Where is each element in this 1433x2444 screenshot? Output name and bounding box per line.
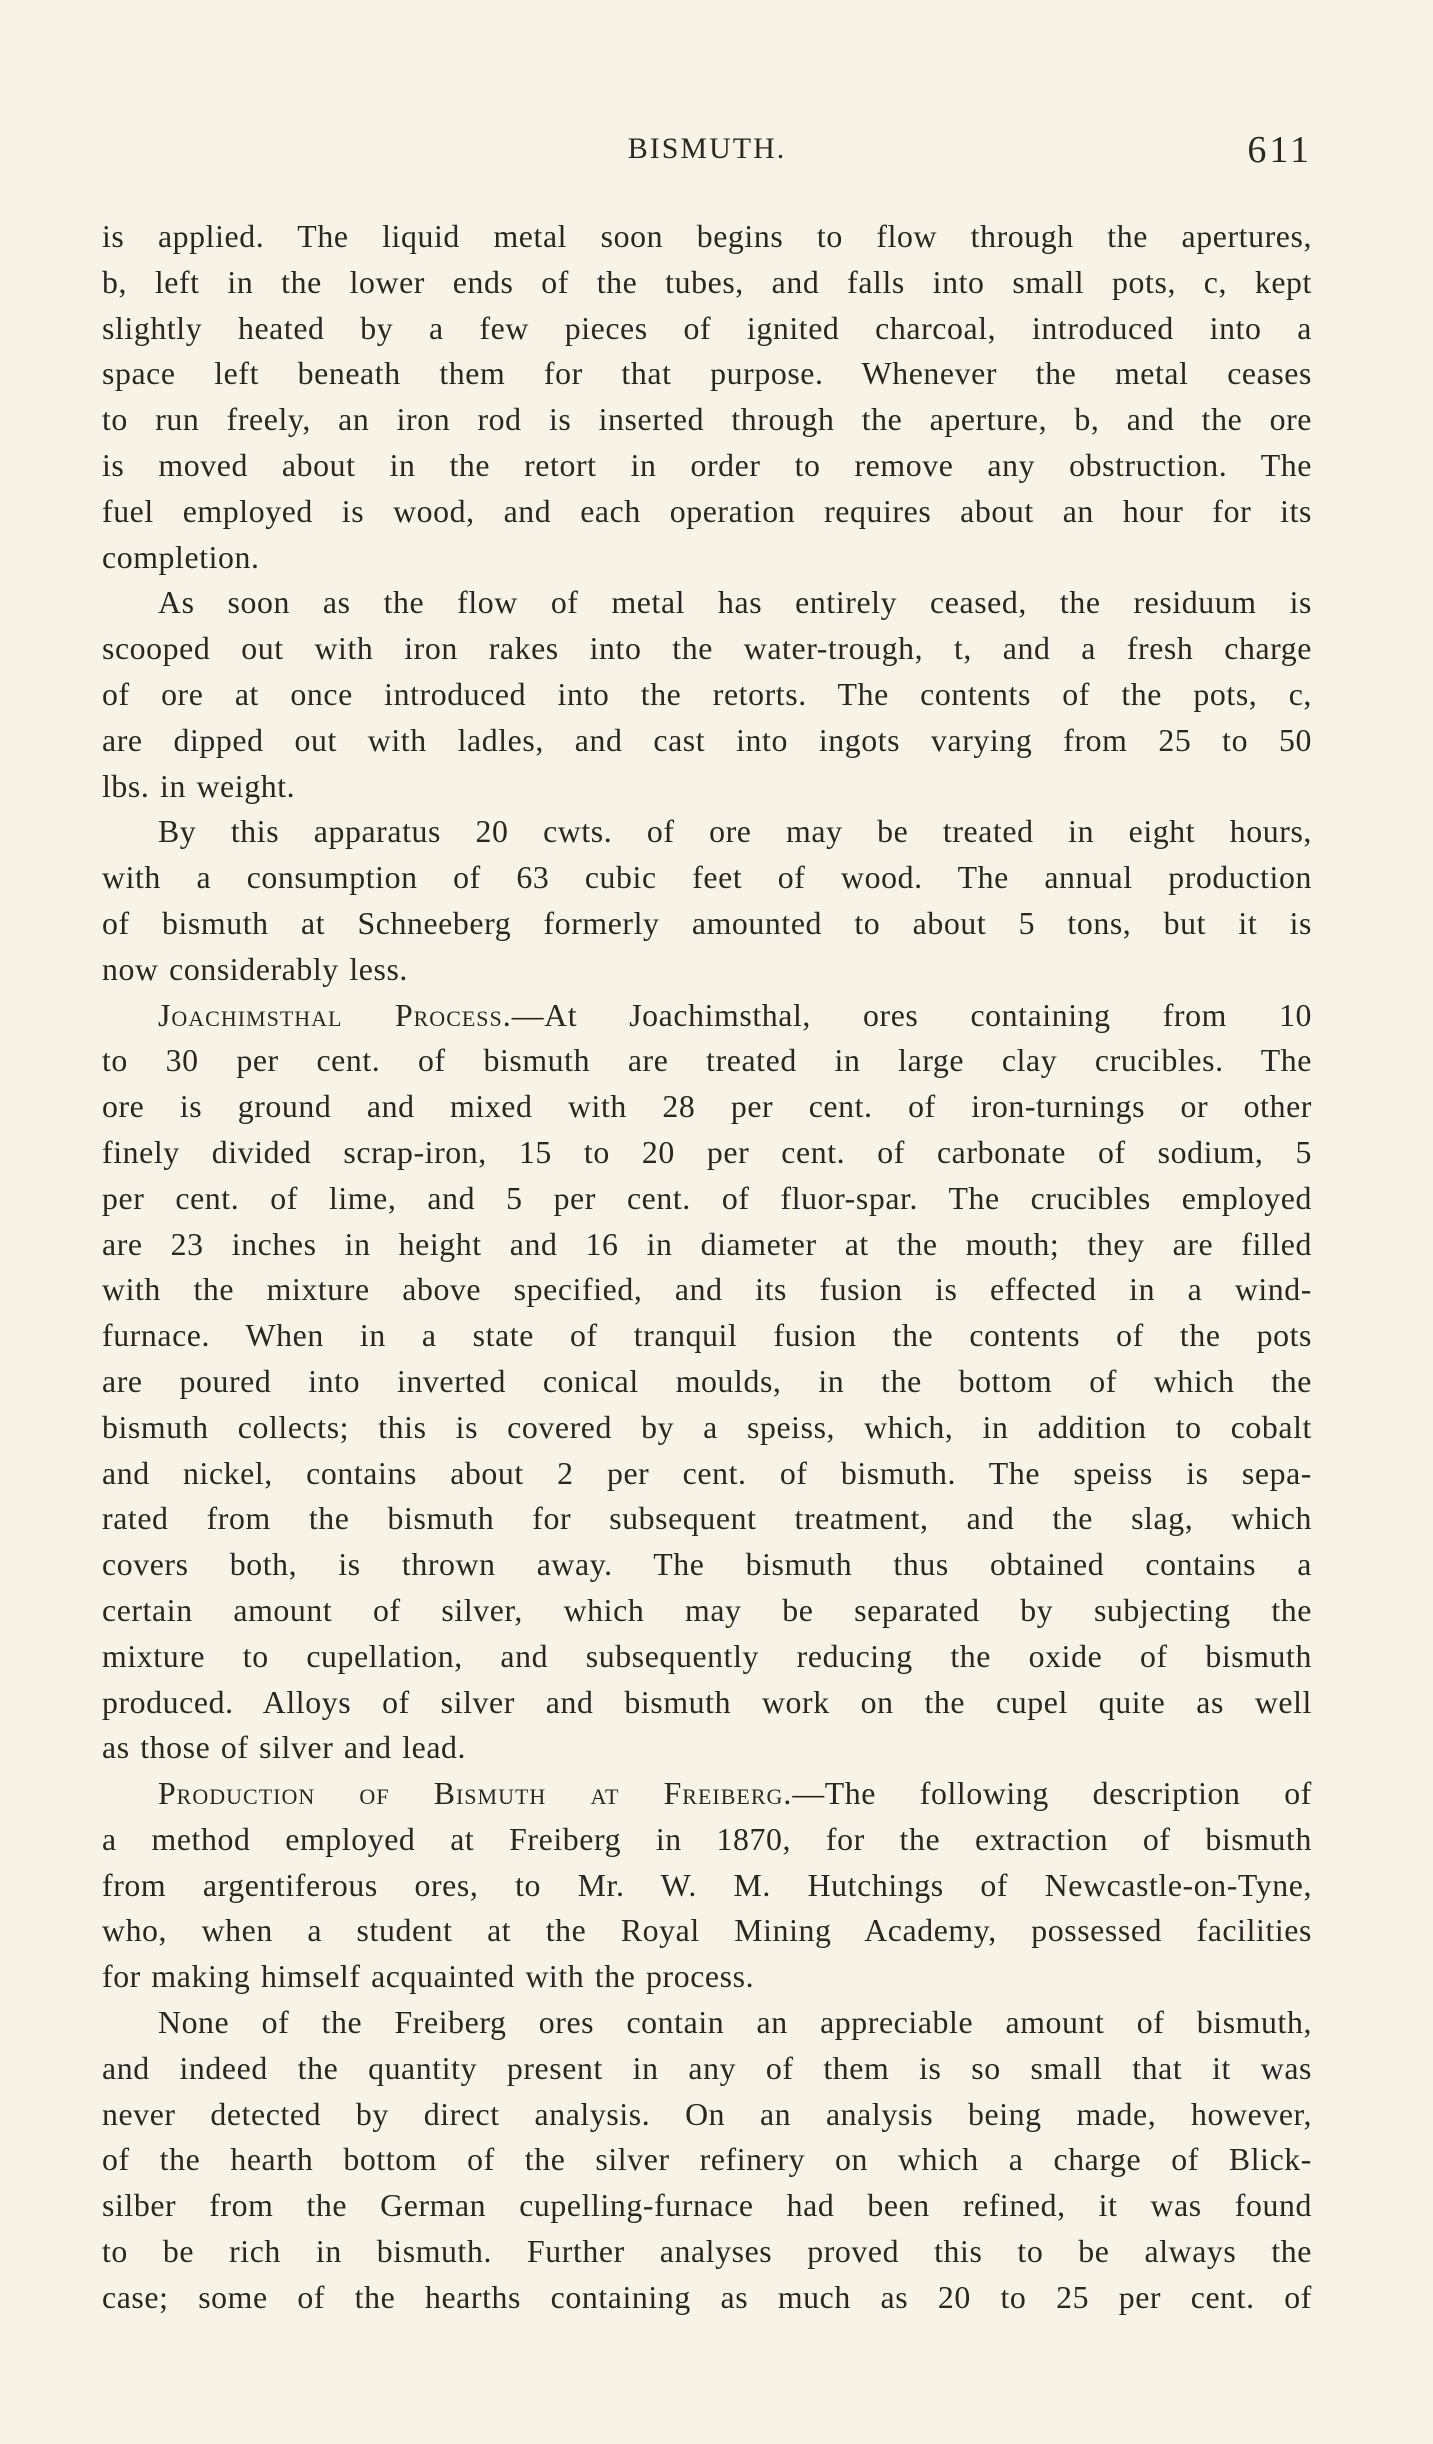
paragraph-p1	[102, 214, 1312, 580]
text-line	[102, 993, 1312, 1039]
text-line: a method employed at Freiberg in 1870, for the extraction of bismuth	[102, 1821, 1312, 1857]
text-line: is moved about in the retort in order to remove any obstruction. The	[102, 447, 1312, 483]
section-heading: Joachimsthal Process.	[158, 997, 512, 1033]
page-number: 611	[1247, 129, 1312, 171]
text-line: bismuth collects; this is covered by a speiss, which, in addition to cobalt	[102, 1409, 1312, 1445]
text-line: of ore at once introduced into the retorts. The contents of the pots, c,	[102, 676, 1312, 712]
text-line: ore is ground and mixed with 28 per cent. of iron-turnings or other	[102, 1089, 1312, 1125]
text-line: slightly heated by a few pieces of ignited charcoal, introduced into a	[102, 310, 1312, 346]
text-line: to be rich in bismuth. Further analyses proved this to be always the	[102, 2234, 1312, 2270]
text-line: finely divided scrap-iron, 15 to 20 per cent. of carbonate of sodium, 5	[102, 1134, 1312, 1170]
text-line: furnace. When in a state of tranquil fusion the contents of the pots	[102, 1318, 1312, 1354]
line-text: —The following description of	[792, 1776, 1312, 1812]
text-line: are dipped out with ladles, and cast into ingots varying from 25 to 50	[102, 722, 1312, 758]
text-line: silber from the German cupelling-furnace had been refined, it was found	[102, 2188, 1312, 2224]
text-line: lbs. in weight.	[102, 768, 296, 804]
text-line: per cent. of lime, and 5 per cent. of fluor-spar. The crucibles employed	[102, 1180, 1312, 1216]
text-line: of bismuth at Schneeberg formerly amounted to about 5 tons, but it is	[102, 905, 1312, 941]
text-line: to 30 per cent. of bismuth are treated in large clay crucibles. The	[102, 1043, 1312, 1079]
text-line: mixture to cupellation, and subsequently reducing the oxide of bismuth	[102, 1638, 1312, 1674]
paragraph-p3	[102, 809, 1312, 992]
text-line: scooped out with iron rakes into the water-trough, t, and a fresh charge	[102, 631, 1312, 667]
text-line: produced. Alloys of silver and bismuth work on the cupel quite as well	[102, 1684, 1312, 1720]
book-page	[102, 128, 1312, 2321]
line-text: —At Joachimsthal, ores containing from 10	[511, 997, 1312, 1033]
paragraph-p4	[102, 993, 1312, 1772]
text-line: is applied. The liquid metal soon begins to flow through the apertures,	[102, 219, 1312, 254]
text-line: who, when a student at the Royal Mining Academy, possessed facilities	[102, 1913, 1312, 1949]
text-line: completion.	[102, 539, 260, 575]
text-line: are poured into inverted conical moulds, in the bottom of which the	[102, 1363, 1312, 1399]
paragraph-p5	[102, 1771, 1312, 2000]
text-line	[102, 1771, 1312, 1817]
text-line: b, left in the lower ends of the tubes, and falls into small pots, c, kept	[102, 264, 1312, 300]
text-line: for making himself acquainted with the process.	[102, 1959, 755, 1995]
text-line: None of the Freiberg ores contain an appreciable amount of bismuth,	[158, 2005, 1312, 2041]
text-line: rated from the bismuth for subsequent treatment, and the slag, which	[102, 1501, 1312, 1537]
section-heading: Production of Bismuth at Freiberg.	[158, 1776, 793, 1812]
text-line: from argentiferous ores, to Mr. W. M. Hutchings of Newcastle-on-Tyne,	[102, 1867, 1312, 1903]
text-line: as those of silver and lead.	[102, 1730, 467, 1766]
text-line: By this apparatus 20 cwts. of ore may be treated in eight hours,	[158, 814, 1312, 850]
text-line: are 23 inches in height and 16 in diameter at the mouth; they are filled	[102, 1226, 1312, 1262]
text-line: fuel employed is wood, and each operation requires about an hour for its	[102, 493, 1312, 529]
paragraph-p6	[102, 2000, 1312, 2321]
text-line: case; some of the hearths containing as much as 20 to 25 per cent. of	[102, 2279, 1312, 2315]
text-line: certain amount of silver, which may be separated by subjecting the	[102, 1592, 1312, 1628]
text-line: with the mixture above specified, and its fusion is effected in a wind-	[102, 1272, 1312, 1308]
text-line: of the hearth bottom of the silver refinery on which a charge of Blick-	[102, 2142, 1312, 2178]
text-line: and nickel, contains about 2 per cent. of bismuth. The speiss is sepa-	[102, 1455, 1312, 1491]
text-line: with a consumption of 63 cubic feet of wood. The annual production	[102, 860, 1312, 896]
text-line: covers both, is thrown away. The bismuth thus obtained contains a	[102, 1547, 1312, 1583]
text-line: and indeed the quantity present in any of them is so small that it was	[102, 2050, 1312, 2086]
paragraph-p2	[102, 580, 1312, 809]
text-line: to run freely, an iron rod is inserted through the aperture, b, and the ore	[102, 402, 1312, 438]
body-text	[102, 214, 1312, 2321]
text-line: space left beneath them for that purpose. Whenever the metal ceases	[102, 356, 1312, 392]
text-line: never detected by direct analysis. On an analysis being made, however,	[102, 2096, 1312, 2132]
running-head: BISMUTH.	[627, 132, 787, 165]
text-line: As soon as the flow of metal has entirely ceased, the residuum is	[158, 585, 1312, 621]
page-header	[102, 128, 1312, 188]
text-line: now considerably less.	[102, 951, 408, 987]
